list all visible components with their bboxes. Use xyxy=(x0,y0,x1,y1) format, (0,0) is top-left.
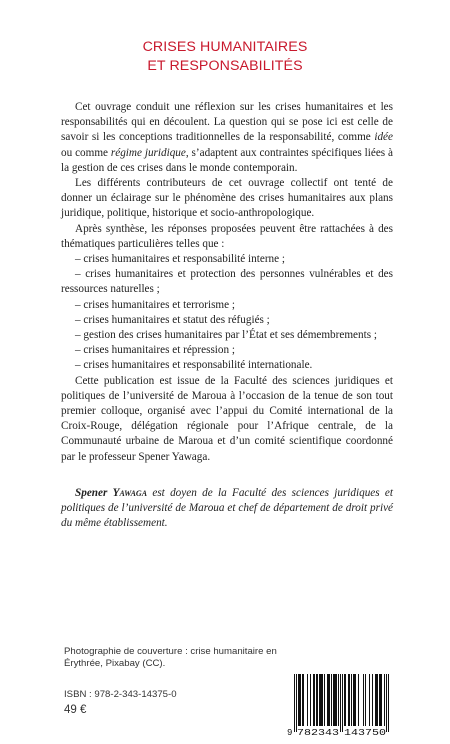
barcode-bar xyxy=(338,674,339,726)
barcode-bar xyxy=(376,674,377,726)
back-cover-text xyxy=(61,100,393,465)
intro-regime: régime juridique xyxy=(110,146,186,159)
price: 49 € xyxy=(64,704,87,716)
intro-text-b: ou comme xyxy=(61,146,111,159)
barcode-bar xyxy=(375,674,376,726)
paragraph-publication: Cette publication est issue de la Faculté des sciences juridiques et politiques de l’université de Maroua à l’occasion de la tenue de son tout premier colloque, organisé avec l’appui du Comité international de la Croix-Rouge, délégation régionale pour l’Afrique centrale, de la Communauté urbaine de Maroua et d’un comité scientifique coordonné par le professeur Spener Yawaga. xyxy=(61,374,393,463)
barcode-bar xyxy=(365,674,366,726)
barcode-bar xyxy=(294,674,295,732)
barcode-bar xyxy=(321,674,322,726)
paragraph-synthesis: Après synthèse, les réponses proposées peuvent être rattachées à des thématiques particulières telles que : xyxy=(61,222,393,250)
list-item: – crises humanitaires et répression ; xyxy=(75,344,235,357)
barcode-bar xyxy=(388,674,389,732)
barcode-bar xyxy=(386,674,387,732)
barcode-bar xyxy=(345,674,346,726)
author-first-name: Spener xyxy=(75,487,108,499)
list-item: – crises humanitaires et responsabilité internationale. xyxy=(75,359,313,372)
list-item: – crises humanitaires et statut des réfugiés ; xyxy=(75,313,270,326)
paragraph-intro xyxy=(61,100,393,176)
barcode-bar xyxy=(355,674,356,726)
barcode-bar xyxy=(300,674,301,726)
list-item: – crises humanitaires et terrorisme ; xyxy=(75,298,235,311)
barcode-bar xyxy=(335,674,336,726)
barcode-bar xyxy=(340,674,341,732)
barcode-bar xyxy=(296,674,297,732)
barcode-bar xyxy=(302,674,303,726)
credit-line-1: Photographie de couverture : crise humanitaire en xyxy=(64,646,277,657)
paragraph-contributors: Les différents contributeurs de cet ouvrage collectif ont tenté de donner un éclairage sur le phénomène des crises humanitaires aux plans juridique, politique, historique et socio-anthropologique. xyxy=(61,177,393,220)
barcode-bar xyxy=(372,674,373,726)
barcode-bar xyxy=(363,674,364,726)
title-line-1: CRISES HUMANITAIRES xyxy=(142,39,308,55)
barcode-left-digits: 782343 xyxy=(297,728,339,738)
barcode-bar xyxy=(327,674,328,726)
intro-text-c: , s’adaptent aux contraintes spécifiques liées à la gestion de ces crises dans le monde contemporain. xyxy=(61,146,393,174)
barcode-bar xyxy=(313,674,314,726)
barcode-bar xyxy=(348,674,349,726)
barcode-bar xyxy=(384,674,385,726)
cover-photo-credit xyxy=(64,646,324,670)
barcode-bar xyxy=(379,674,380,726)
isbn: ISBN : 978-2-343-14375-0 xyxy=(64,689,177,700)
barcode-icon xyxy=(286,672,398,738)
barcode-bar xyxy=(317,674,318,726)
list-item: – crises humanitaires et responsabilité interne ; xyxy=(75,253,286,266)
barcode-bar xyxy=(334,674,335,726)
barcode-bar xyxy=(324,674,325,726)
barcode-bar xyxy=(342,674,343,732)
intro-text-a: Cet ouvrage conduit une réflexion sur les crises humanitaires et les responsabilités qui en découlent. La question qui se pose ici est celle de savoir si les conceptions traditionnelles de la responsabilité, comme xyxy=(61,101,393,144)
barcode-bar xyxy=(354,674,355,726)
barcode-bar xyxy=(328,674,329,726)
barcode-bar xyxy=(299,674,300,726)
barcode-bar xyxy=(380,674,381,726)
barcode-bar xyxy=(353,674,354,726)
barcode-bar xyxy=(320,674,321,726)
list-item: – crises humanitaires et protection des personnes vulnérables et des ressources naturelles ; xyxy=(61,268,393,296)
title-line-2: ET RESPONSABILITÉS xyxy=(147,58,303,74)
barcode-bar xyxy=(333,674,334,726)
barcode-first-digit: 9 xyxy=(287,728,293,738)
intro-idee: idée xyxy=(374,131,393,144)
barcode-right-digits: 143750 xyxy=(344,728,386,738)
list-item: – gestion des crises humanitaires par l’État et ses démembrements ; xyxy=(75,329,377,342)
barcode-bar xyxy=(303,674,304,726)
book-title xyxy=(0,38,450,76)
barcode-bar xyxy=(331,674,332,726)
barcode-bar xyxy=(307,674,308,726)
barcode-bar xyxy=(329,674,330,726)
barcode-bar xyxy=(377,674,378,726)
barcode-bar xyxy=(310,674,311,726)
barcode-bar xyxy=(369,674,370,726)
author-bio xyxy=(61,486,393,532)
barcode-bar xyxy=(314,674,315,726)
barcode-bar xyxy=(319,674,320,726)
barcode-bar xyxy=(336,674,337,726)
barcode-bar xyxy=(381,674,382,726)
author-last-name: Yawaga xyxy=(112,487,148,499)
barcode-bar xyxy=(322,674,323,726)
barcode-bar xyxy=(349,674,350,726)
barcode-bar xyxy=(351,674,352,726)
barcode-bar xyxy=(344,674,345,726)
barcode-bar xyxy=(316,674,317,726)
author-bio-text: est doyen de la Faculté des sciences juridiques et politiques de l’université de Maroua et chef de département de droit privé du même établissement. xyxy=(61,487,394,530)
barcode-bar xyxy=(298,674,299,726)
credit-line-2: Érythrée, Pixabay (CC). xyxy=(64,658,166,669)
barcode-bar xyxy=(358,674,359,726)
